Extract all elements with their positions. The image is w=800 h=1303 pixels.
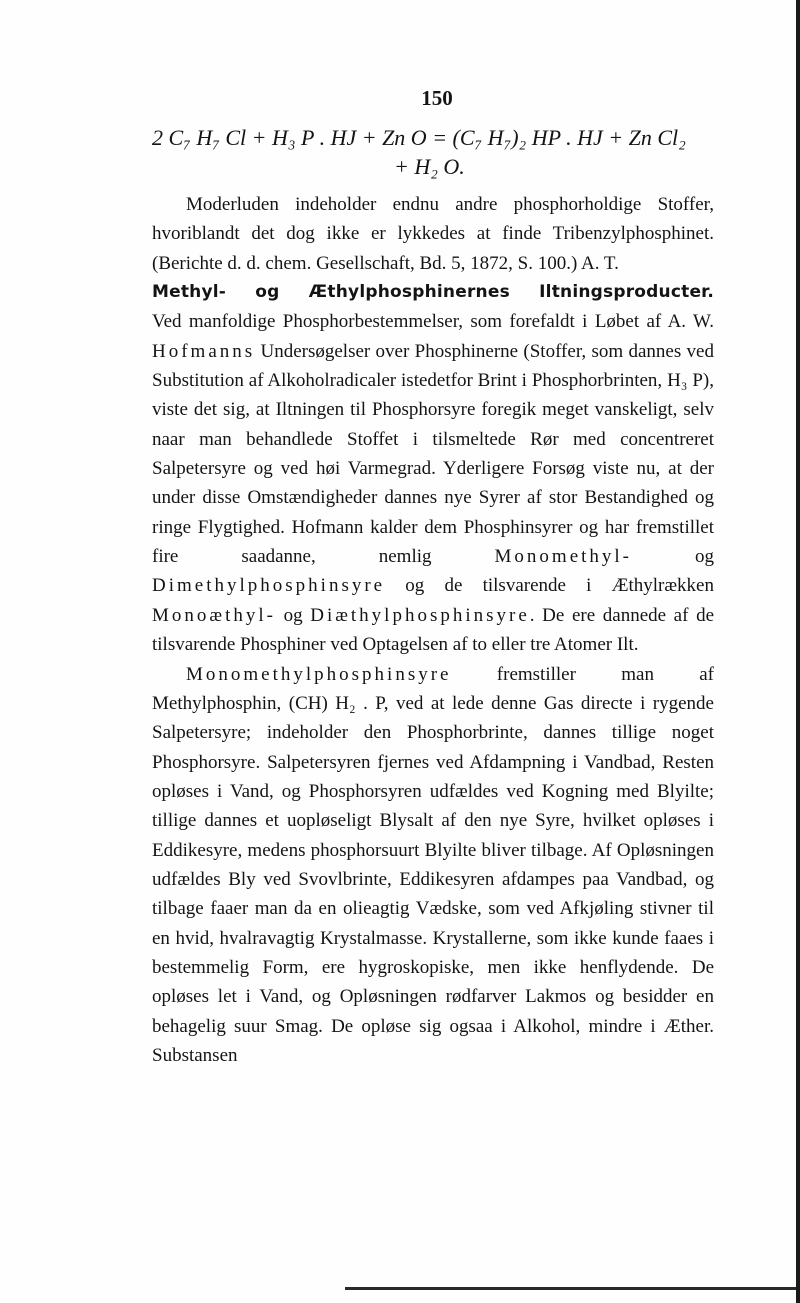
para2-text-b: Undersøgelser over Phosphinerne (Stoffer, som dannes ved Substitution af Alkoholradicaler istedetfor Brint i Phosphorbrinten, H₃ P), viste det sig, at Iltningen til Phosphorsyre foregik meget vanskeligt, selv naar man behandlede Stoffet i tilsmeltede Rør med concentreret Salpetersyre og ved høi Varmegrad. Yderligere Forsøg viste nu, at der under disse Omstændigheder dannes nye Syrer af stor Bestandighed og ringe Flygtighed. Hofmann kalder dem Phosphinsyrer og har fremstillet fire saadanne, nemlig [152, 340, 714, 568]
chemical-equation-line-1: 2 C₇ H₇ Cl + H₃ P . HJ + Zn O = (C₇ H₇)₂ HP . HJ + Zn Cl₂ [152, 125, 686, 150]
term-monomethyl: Monomethyl- [494, 546, 633, 568]
paragraph-monomethylphosphinsyre [152, 660, 714, 1071]
para2-og-2: og [275, 604, 311, 626]
paragraph-phosphinsyrer [152, 278, 714, 659]
hofmann-name: Hofmanns [152, 340, 256, 362]
page-number: 150 [421, 86, 453, 110]
para2-text-a: Ved manfoldige Phosphorbestemmelser, som forefaldt i Løbet af A. W. [152, 311, 714, 333]
para2-og-1: og [632, 546, 715, 568]
term-diaethylphosphinsyre: Diæthylphosphinsyre [310, 604, 530, 626]
term-monomethylphosphinsyre: Monomethylphosphinsyre [186, 663, 452, 685]
term-monoaethyl: Monoæthyl- [152, 604, 276, 626]
term-dimethylphosphinsyre: Dimethylphosphinsyre [152, 575, 386, 597]
para2-text-c: og de tilsvarende i Æthylrækken [385, 575, 714, 597]
para3-text: fremstiller man af Methylphosphin, (CH) H₂ . P, ved at lede denne Gas directe i rygende Salpetersyre; indeholder den Phosphorbrinte, dannes tillige noget Phosphorsyre. Salpetersyren fjernes ved Afdampning i Vandbad, Resten opløses i Vand, og Phosphorsyren udfældes ved Kogning med Blyilte; tillige dannes et uopløseligt Blysalt af den nye Syre, hvilket opløses i Eddikesyre, medens phosphorsuurt Blyilte bliver tilbage. Af Opløsningen udfældes Bly ved Svovlbrinte, Eddikesyren afdampes paa Vandbad, og tilbage faaer man da en olieagtig Vædske, som ved Afkjøling stivner til en hvid, hvalravagtig Krystalmasse. Krystallerne, som ikke kunde faaes i bestemmelig Form, ere hygroskopiske, men ikke henflydende. De opløses let i Vand, og Opløsningen rødfarver Lakmos og besidder en behagelig suur Smag. De opløse sig ogsaa i Alkohol, mindre i Æther. Substansen [152, 663, 714, 1066]
scan-edge-line [796, 0, 800, 1303]
chemical-equation-line-2: + H₂ O. [394, 154, 465, 179]
body-text [152, 190, 714, 1070]
para2-text-d: . De ere dannede af de tilsvarende Phosphiner ved Optagelsen af to eller tre Atomer Ilt. [152, 604, 715, 656]
paragraph-moderluden: Moderluden indeholder endnu andre phosphorholdige Stoffer, hvoriblandt det dog ikke er lykkedes at finde Tribenzylphosphinet. (Berichte d. d. chem. Gesellschaft, Bd. 5, 1872, S. 100.) A. T. [152, 194, 714, 274]
scan-bottom-line [345, 1287, 796, 1290]
section-heading: Methyl- og Æthylphosphinernes Iltningsproducter. [152, 282, 714, 303]
